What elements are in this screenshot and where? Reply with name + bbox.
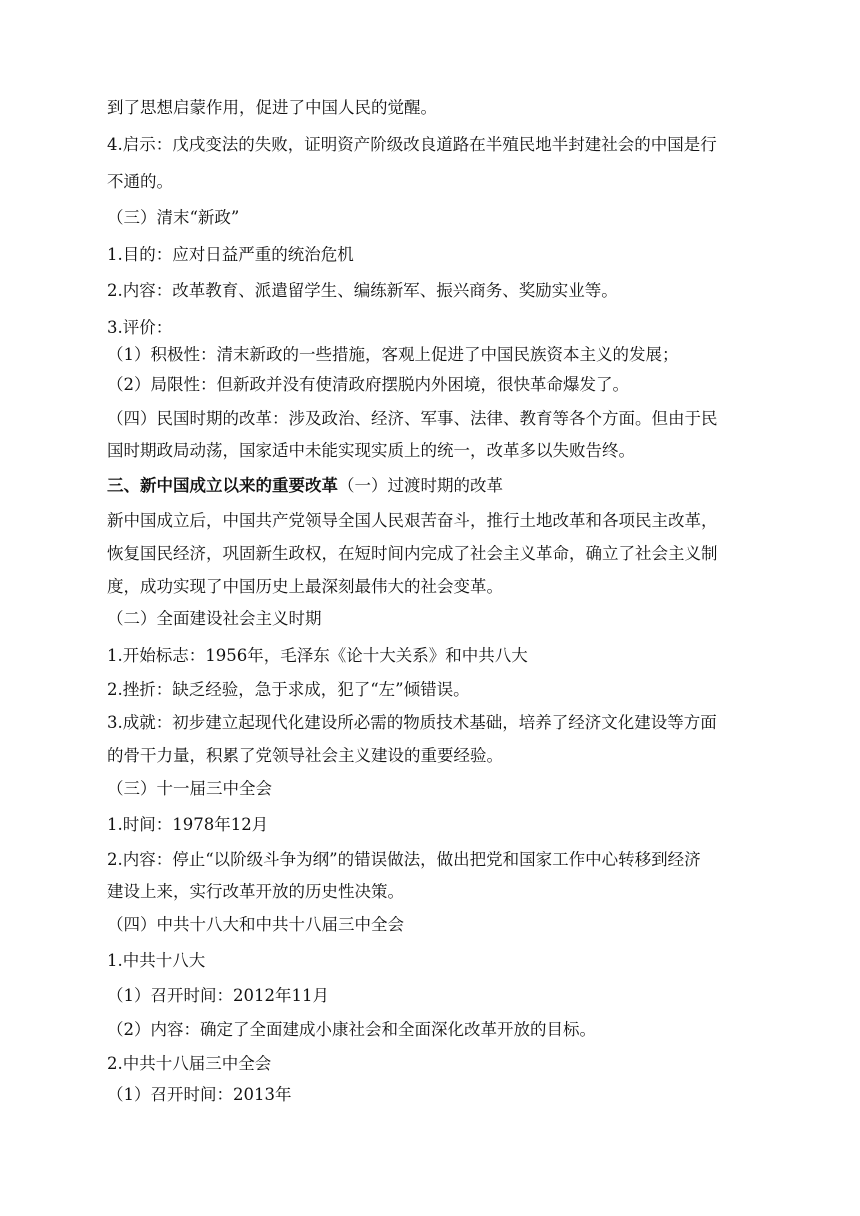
text-line: 3.评价： (107, 318, 173, 337)
text-line: 的骨干力量，积累了党领导社会主义建设的重要经验。 (107, 746, 503, 765)
text-line: （2）局限性：但新政并没有使清政府摆脱内外困境，很快革命爆发了。 (107, 375, 629, 394)
text-line: 不通的。 (107, 172, 173, 191)
subsection-heading: （三）十一届三中全会 (107, 779, 272, 798)
text-line: 1.时间：1978年12月 (107, 815, 269, 834)
subsection-heading: （四）中共十八大和中共十八届三中全会 (107, 915, 404, 934)
text-line: （2）内容：确定了全面建成小康社会和全面深化改革开放的目标。 (107, 1020, 596, 1039)
text-line: （1）召开时间：2012年11月 (107, 986, 329, 1005)
text-line: 新中国成立后，中国共产党领导全国人民艰苦奋斗，推行土地改革和各项民主改革， (107, 511, 718, 530)
text-line: 4.启示：戊戌变法的失败，证明资产阶级改良道路在半殖民地半封建社会的中国是行 (107, 135, 717, 154)
text-line: 度，成功实现了中国历史上最深刻最伟大的社会变革。 (107, 577, 503, 596)
text-line: 1.中共十八大 (107, 951, 206, 970)
text-line: 2.内容：改革教育、派遣留学生、编练新军、振兴商务、奖励实业等。 (107, 281, 618, 300)
text-line: 2.内容：停止“以阶级斗争为纲”的错误做法，做出把党和国家工作中心转移到经济 (107, 850, 701, 869)
text-line: 恢复国民经济，巩固新生政权，在短时间内完成了社会主义革命，确立了社会主义制 (107, 544, 718, 563)
text-line: 3.成就：初步建立起现代化建设所必需的物质技术基础，培养了经济文化建设等方面 (107, 713, 717, 732)
subsection-heading: （二）全面建设社会主义时期 (107, 609, 322, 628)
text-line: 1.目的：应对日益严重的统治危机 (107, 245, 354, 264)
text-line: （四）民国时期的改革：涉及政治、经济、军事、法律、教育等各个方面。但由于民 (107, 409, 718, 428)
subsection-heading: （一）过渡时期的改革 (338, 476, 503, 495)
text-line: （1）积极性：清末新政的一些措施，客观上促进了中国民族资本主义的发展； (107, 345, 679, 364)
text-line: 建设上来，实行改革开放的历史性决策。 (107, 882, 404, 901)
text-line: 2.中共十八届三中全会 (107, 1054, 272, 1073)
text-line: 2.挫折：缺乏经验，急于求成，犯了“左”倾错误。 (107, 680, 470, 699)
section-three-heading: 三、新中国成立以来的重要改革 (107, 476, 338, 495)
text-line: 1.开始标志：1956年，毛泽东《论十大关系》和中共八大 (107, 646, 528, 665)
text-line: （1）召开时间：2013年 (107, 1085, 292, 1104)
subsection-heading: （三）清末“新政” (107, 208, 240, 227)
section-heading-line (107, 474, 787, 498)
text-line: 国时期政局动荡，国家适中未能实现实质上的统一，改革多以失败告终。 (107, 441, 635, 460)
text-line: 到了思想启蒙作用，促进了中国人民的觉醒。 (107, 98, 437, 117)
